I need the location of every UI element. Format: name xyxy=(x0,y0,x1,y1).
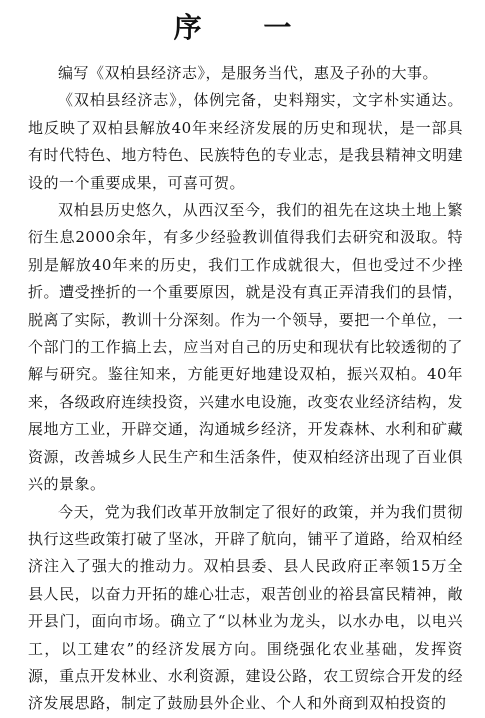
paragraph-4: 今天，党为我们改革开放制定了很好的政策，并为我们贯彻执行这些政策打破了坚冰，开辟了航向，铺平了道路，给双柏经济注入了强大的推动力。双柏县委、县人民政府正率领15万全县人民，以奋力开拓的雄心壮志，艰苦创业的裕县富民精神，敞开县门，面向市场。确立了“以林业为龙头，以水办电，以电兴工，以工建农”的经济发展方向。围绕强化农业基础，发挥资源，重点开发林业、水利资源，建设公路，农工贸综合开发的经济发展思路，制定了鼓励县外企业、个人和外商到双柏投资的 xyxy=(28,502,463,713)
paragraph-1: 编写《双柏县经济志》，是服务当代，惠及子孙的大事。 xyxy=(58,64,439,82)
paragraph-2: 《双柏县经济志》，体例完备，史料翔实，文字朴实通达。地反映了双柏县解放40年来经济发展的历史和现状，是一部具有时代特色、地方特色、民族特色的专业志，是我县精神文明建设的一个重要成果，可喜可贺。 xyxy=(28,91,463,192)
paragraph-3: 双柏县历史悠久，从西汉至今，我们的祖先在这块土地上繁衍生息2000余年，有多少经验教训值得我们去研究和汲取。特别是解放40年来的历史，我们工作成就很大，但也受过不少挫折。遭受挫折的一个重要原因，就是没有真正弄清我们的县情，脱离了实际，教训十分深刻。作为一个领导，要把一个单位，一个部门的工作搞上去，应当对自己的历史和现状有比较透彻的了解与研究。鉴往知来，方能更好地建设双柏，振兴双柏。40年来，各级政府连续投资，兴建水电设施，改变农业经济结构，发展地方工业，开辟交通，沟通城乡经济，开发森林、水利和矿藏资源，改善城乡人民生产和生活条件，使双柏经济出现了百业俱兴的景象。 xyxy=(28,201,463,494)
page-title: 序 一 xyxy=(173,11,318,44)
